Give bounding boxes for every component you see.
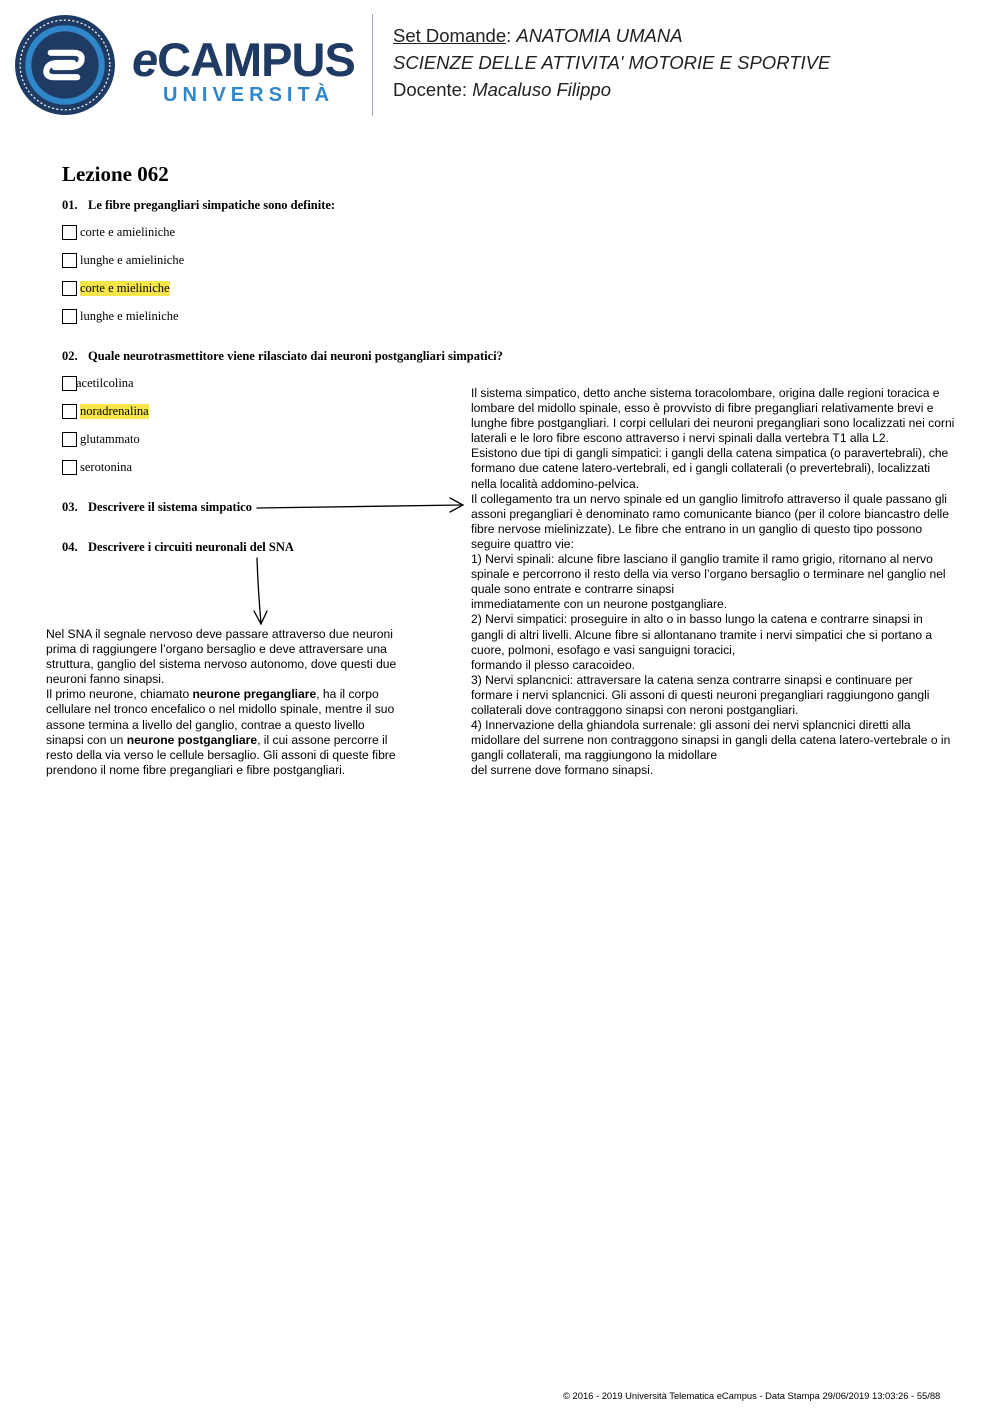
ecampus-seal-logo (14, 14, 116, 116)
question-01 (62, 198, 335, 213)
term-neurone-pregangliare: neurone pregangliare (192, 687, 317, 702)
option-label: corte e amieliniche (80, 225, 176, 239)
checkbox[interactable] (62, 253, 77, 268)
text-run: , il cui assone percorre il resto della via verso le cellule bersaglio. Gli assoni di queste fibre prendono il nome fibre pregangliari e fibre postgangliari. (46, 732, 396, 777)
teacher-line (393, 76, 830, 103)
term-neurone-postgangliare: neurone postgangliare (126, 732, 258, 747)
answer-paragraph: Il sistema simpatico, detto anche sistema toracolombare, origina dalle regioni toracica e lombare del midollo spinale, esso è provvisto di fibre pregangliari relativamente brevi e lunghe fibre postgangliari. I corpi cellulari dei neuroni pregangliari sono localizzati nei corni laterali e le loro fibre escono attraverso i nervi spinali dalla vertebra T1 alla L2. (471, 386, 955, 446)
arrow-head-right (450, 498, 463, 512)
option-label: lunghe e amieliniche (80, 253, 185, 267)
checkbox[interactable] (62, 460, 77, 475)
footer-copyright: © 2016 - 2019 Università Telematica eCampus - Data Stampa 29/06/2019 13:03:26 - 55/88 (563, 1390, 941, 1401)
teacher-name: Macaluso Filippo (472, 79, 612, 100)
arrow-head-down (254, 611, 267, 624)
degree-name: SCIENZE DELLE ATTIVITA' MOTORIE E SPORTIVE (393, 52, 831, 73)
text-run: Il primo neurone, chiamato (46, 687, 193, 702)
question-text: Le fibre pregangliari simpatiche sono definite: (88, 198, 336, 212)
checkbox[interactable] (62, 376, 77, 391)
answer-paragraph: del surrene dove formano sinapsi. (471, 763, 654, 778)
option-label: lunghe e mieliniche (80, 309, 179, 323)
answer-paragraph: 2) Nervi simpatici: proseguire in alto o in basso lungo la catena e contrarre sinapsi in gangli di altri livelli. Alcune fibre si allontanano tramite i nervi simpatici che si portano a cuore, polmoni, esofago e vasi sanguigni toracici, (471, 612, 933, 657)
lesson-title: Lezione 062 (62, 162, 169, 186)
question-number: 04. (62, 540, 78, 554)
brand-name-rest: CAMPUS (157, 33, 355, 86)
answer-paragraph: 3) Nervi splancnici: attraversare la catena senza contrarre sinapsi e continuare per formare i nervi splancnici. Gli assoni di questi neuroni pregangliari raggiungono gangli collaterali dove contraggono sinapsi con neroni postgangliari. (471, 672, 930, 717)
question-number: 03. (62, 500, 78, 514)
answer-paragraph (46, 687, 398, 778)
answer-circuiti-sna (46, 627, 398, 778)
answer-paragraph: Il collegamento tra un nervo spinale ed un ganglio limitrofo attraverso il quale passano gli assoni pregangliari è denominato ramo comunicante bianco (per il colore biancastro delle fibre nervose mielinizzate). Le fibre che entrano in un ganglio di questo tipo possono seguire quattro vie: (471, 491, 949, 551)
course-name: ANATOMIA UMANA (516, 25, 683, 46)
option-label-highlighted: corte e mieliniche (80, 281, 170, 295)
option-label: glutammato (80, 432, 140, 446)
answer-paragraph: Esistono due tipi di gangli simpatici: i gangli della catena simpatica (o paravertebrali), che formano due catene latero-vertebrali, ed i gangli collaterali (o prevertebrali), localizzati nella località addomino-pelvica. (471, 446, 949, 491)
question-text: Descrivere i circuiti neuronali del SNA (88, 540, 294, 554)
arrow-to-answer-simpatico (257, 505, 462, 508)
answer-paragraph: 4) Innervazione della ghiandola surrenale: gli assoni dei nervi splancnici diretti alla midollare del surrene non contraggono sinapsi in gangli della catena latero-vertebrale o in gangli collaterali, ma raggiungono la midollare (471, 718, 951, 763)
arrow-to-answer-sna (257, 558, 261, 623)
header-divider (372, 14, 373, 116)
answer-paragraph: 1) Nervi spinali: alcune fibre lasciano il ganglio tramite il ramo grigio, ritornano al nervo spinale e percorrono il resto della via verso l’organo bersaglio o terminare nel ganglio nel quale sono entrate e contrarre sinapsi (471, 552, 946, 597)
question-text: Quale neurotrasmettitore viene rilasciato dai neuroni postgangliari simpatici? (88, 349, 503, 363)
answer-paragraph: Nel SNA il segnale nervoso deve passare attraverso due neuroni prima di raggiungere l’organo bersaglio e deve attraversare una struttura, ganglio del sistema nervoso autonomo, dove questi due neuroni fanno sinapsi. (46, 627, 397, 687)
set-label: Set Domande (393, 25, 507, 46)
question-text: Descrivere il sistema simpatico (88, 500, 252, 514)
option-label: acetilcolina (76, 376, 134, 390)
brand-name (132, 33, 355, 86)
option-label: serotonina (80, 460, 133, 474)
answer-paragraph: formando il plesso caracoideo. (471, 657, 636, 672)
course-line (393, 22, 830, 49)
checkbox[interactable] (62, 309, 77, 324)
option-label-highlighted: noradrenalina (80, 404, 149, 418)
set-colon: : (506, 25, 512, 46)
answer-paragraph: immediatamente con un neurone postgangliare. (471, 597, 728, 612)
answer-sistema-simpatico (471, 386, 956, 778)
header-info (393, 22, 830, 103)
checkbox[interactable] (62, 281, 77, 296)
checkbox[interactable] (62, 432, 77, 447)
question-03 (62, 500, 252, 515)
brand-name-e: e (132, 33, 158, 86)
question-02 (62, 349, 503, 364)
checkbox[interactable] (62, 225, 77, 240)
teacher-label: Docente: (393, 79, 468, 100)
question-04 (62, 540, 294, 555)
brand-subtitle: UNIVERSITÀ (163, 84, 335, 106)
text-run: , ha il corpo cellulare nel tronco encefalico o nel midollo spinale, mentre il suo assone termina a livello del ganglio, contrae a questo livello sinapsi con un (46, 687, 395, 747)
question-number: 01. (62, 198, 78, 212)
ecampus-wordmark (132, 33, 355, 107)
checkbox[interactable] (62, 404, 77, 419)
question-number: 02. (62, 349, 78, 363)
